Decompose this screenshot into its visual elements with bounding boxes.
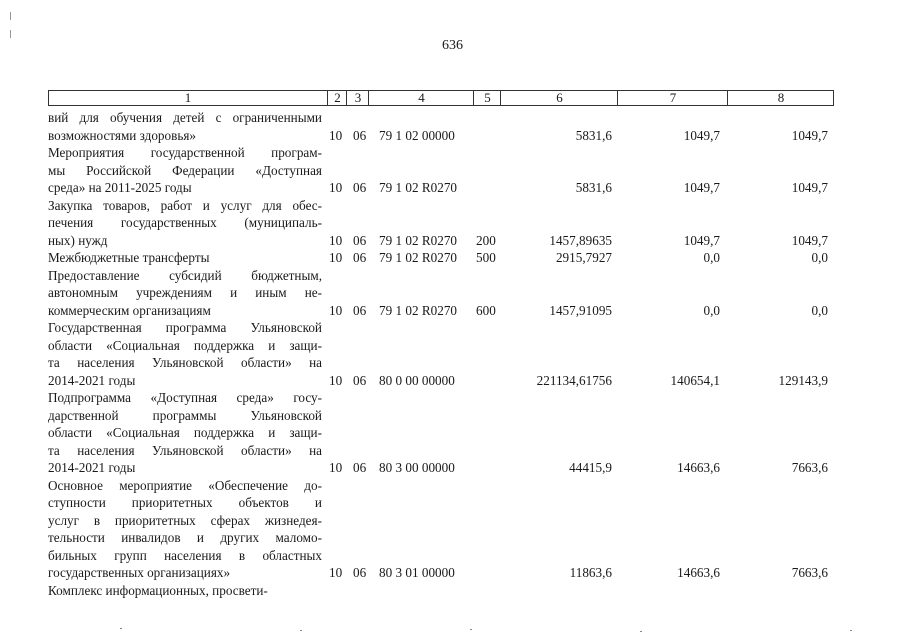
table-row [0, 319, 905, 389]
cell-c6: 44415,9 [569, 460, 612, 475]
cell-c8: 1049,7 [791, 232, 828, 248]
cell-c4: 80 0 00 00000 [379, 372, 455, 388]
description-line: мы Российской Федерации «Доступная [48, 162, 322, 178]
column-header-7: 7 [617, 91, 728, 105]
cell-c5: 500 [476, 250, 496, 265]
description-line: 2014-2021 годы [48, 460, 136, 475]
row-description [48, 267, 322, 320]
cell-c8: 1049,7 [791, 127, 828, 143]
cell-c7: 0,0 [703, 250, 720, 265]
table-header [48, 90, 834, 106]
table-row [0, 477, 905, 582]
description-line: коммерческим организациям [48, 302, 211, 318]
cell-c8: 0,0 [811, 302, 828, 318]
cell-c7: 1049,7 [683, 232, 720, 248]
column-header-6: 6 [500, 91, 618, 105]
table-row [0, 267, 905, 320]
description-line: Предоставление субсидий бюджетным, [48, 267, 322, 283]
cell-c4: 79 1 02 00000 [379, 127, 455, 143]
cell-c7: 1049,7 [683, 180, 720, 195]
cell-c2: 10 [329, 460, 343, 475]
cell-c7: 14663,6 [677, 460, 720, 475]
table-row [0, 144, 905, 197]
cell-c6: 1457,91095 [549, 302, 612, 318]
cell-c2: 10 [329, 127, 343, 143]
table-row [0, 249, 905, 267]
row-description [48, 319, 322, 389]
scan-speck [300, 630, 302, 631]
scan-margin-mark [10, 30, 11, 38]
cell-c6: 221134,61756 [536, 372, 612, 388]
cell-c6: 1457,89635 [549, 232, 612, 248]
cell-c6: 11863,6 [569, 565, 612, 580]
description-line: ступности приоритетных объектов и [48, 495, 322, 510]
cell-c3: 06 [353, 302, 367, 318]
description-line: Государственная программа Ульяновской [48, 320, 322, 335]
table-row [0, 109, 905, 144]
description-line: ных) нужд [48, 232, 108, 248]
cell-c3: 06 [353, 250, 367, 265]
description-line: услуг в приоритетных сферах жизнедея- [48, 512, 322, 528]
cell-c7: 140654,1 [670, 372, 720, 388]
description-line: та населения Ульяновской области» на [48, 355, 322, 370]
row-description [48, 582, 322, 600]
description-line: среда» на 2011-2025 годы [48, 180, 192, 195]
description-line: та населения Ульяновской области» на [48, 442, 322, 458]
cell-c5: 200 [476, 232, 496, 248]
cell-c4: 79 1 02 R0270 [379, 250, 458, 265]
description-line: Межбюджетные трансферты [48, 250, 210, 265]
cell-c4: 79 1 02 R0270 [379, 302, 458, 318]
table-row [0, 197, 905, 250]
row-description [48, 197, 322, 250]
cell-c2: 10 [329, 180, 343, 195]
row-description [48, 109, 322, 144]
description-line: Подпрограмма «Доступная среда» госу- [48, 390, 322, 405]
column-header-5: 5 [473, 91, 501, 105]
cell-c3: 06 [353, 460, 367, 475]
page-number: 636 [442, 38, 463, 53]
row-description [48, 477, 322, 582]
description-line: 2014-2021 годы [48, 372, 136, 388]
description-line: дарственной программы Ульяновской [48, 407, 322, 423]
cell-c4: 80 3 00 00000 [379, 460, 455, 475]
cell-c3: 06 [353, 232, 367, 248]
table-row [0, 389, 905, 477]
cell-c3: 06 [353, 565, 367, 580]
scan-margin-mark [10, 12, 11, 20]
column-header-8: 8 [727, 91, 834, 105]
row-description [48, 144, 322, 197]
cell-c7: 0,0 [703, 302, 720, 318]
cell-c4: 79 1 02 R0270 [379, 180, 458, 195]
cell-c2: 10 [329, 372, 343, 388]
column-header-1: 1 [184, 90, 192, 105]
cell-c4: 80 3 01 00000 [379, 565, 455, 580]
cell-c6: 5831,6 [575, 180, 612, 195]
column-header-2: 2 [327, 91, 347, 105]
cell-c3: 06 [353, 127, 367, 143]
cell-c2: 10 [329, 250, 343, 265]
description-line: Закупка товаров, работ и услуг для обес- [48, 197, 322, 213]
description-line: автономным учреждениям и иным не- [48, 285, 322, 300]
cell-c8: 1049,7 [791, 180, 828, 195]
cell-c7: 14663,6 [677, 565, 720, 580]
column-header-3: 3 [346, 91, 369, 105]
description-line: области «Социальная поддержка и защи- [48, 425, 322, 440]
cell-c2: 10 [329, 302, 343, 318]
description-line: возможностями здоровья» [48, 127, 197, 143]
description-line: бильных групп населения в областных [48, 547, 322, 563]
cell-c7: 1049,7 [683, 127, 720, 143]
cell-c6: 5831,6 [575, 127, 612, 143]
table-row [0, 582, 905, 600]
cell-c4: 79 1 02 R0270 [379, 232, 458, 248]
row-description [48, 389, 322, 477]
cell-c6: 2915,7927 [555, 250, 612, 265]
cell-c8: 7663,6 [791, 565, 828, 580]
description-line: государственных организациях» [48, 565, 231, 580]
description-line: тельности инвалидов и других маломо- [48, 530, 322, 545]
cell-c2: 10 [329, 565, 343, 580]
description-line: Комплекс информационных, просвети- [48, 582, 268, 598]
cell-c8: 129143,9 [778, 372, 828, 388]
scan-speck [640, 631, 642, 632]
column-header-4: 4 [368, 91, 474, 105]
cell-c5: 600 [476, 302, 496, 318]
description-line: Мероприятия государственной програм- [48, 145, 322, 160]
cell-c8: 0,0 [811, 250, 828, 265]
description-line: печения государственных (муниципаль- [48, 215, 322, 230]
description-line: вий для обучения детей с ограниченными [48, 110, 322, 125]
scan-speck [850, 630, 852, 631]
scan-speck [120, 628, 122, 629]
row-description [48, 249, 322, 267]
cell-c2: 10 [329, 232, 343, 248]
cell-c3: 06 [353, 372, 367, 388]
description-line: области «Социальная поддержка и защи- [48, 337, 322, 353]
cell-c8: 7663,6 [791, 460, 828, 475]
description-line: Основное мероприятие «Обеспечение до- [48, 477, 322, 493]
cell-c3: 06 [353, 180, 367, 195]
scan-speck [470, 629, 472, 630]
